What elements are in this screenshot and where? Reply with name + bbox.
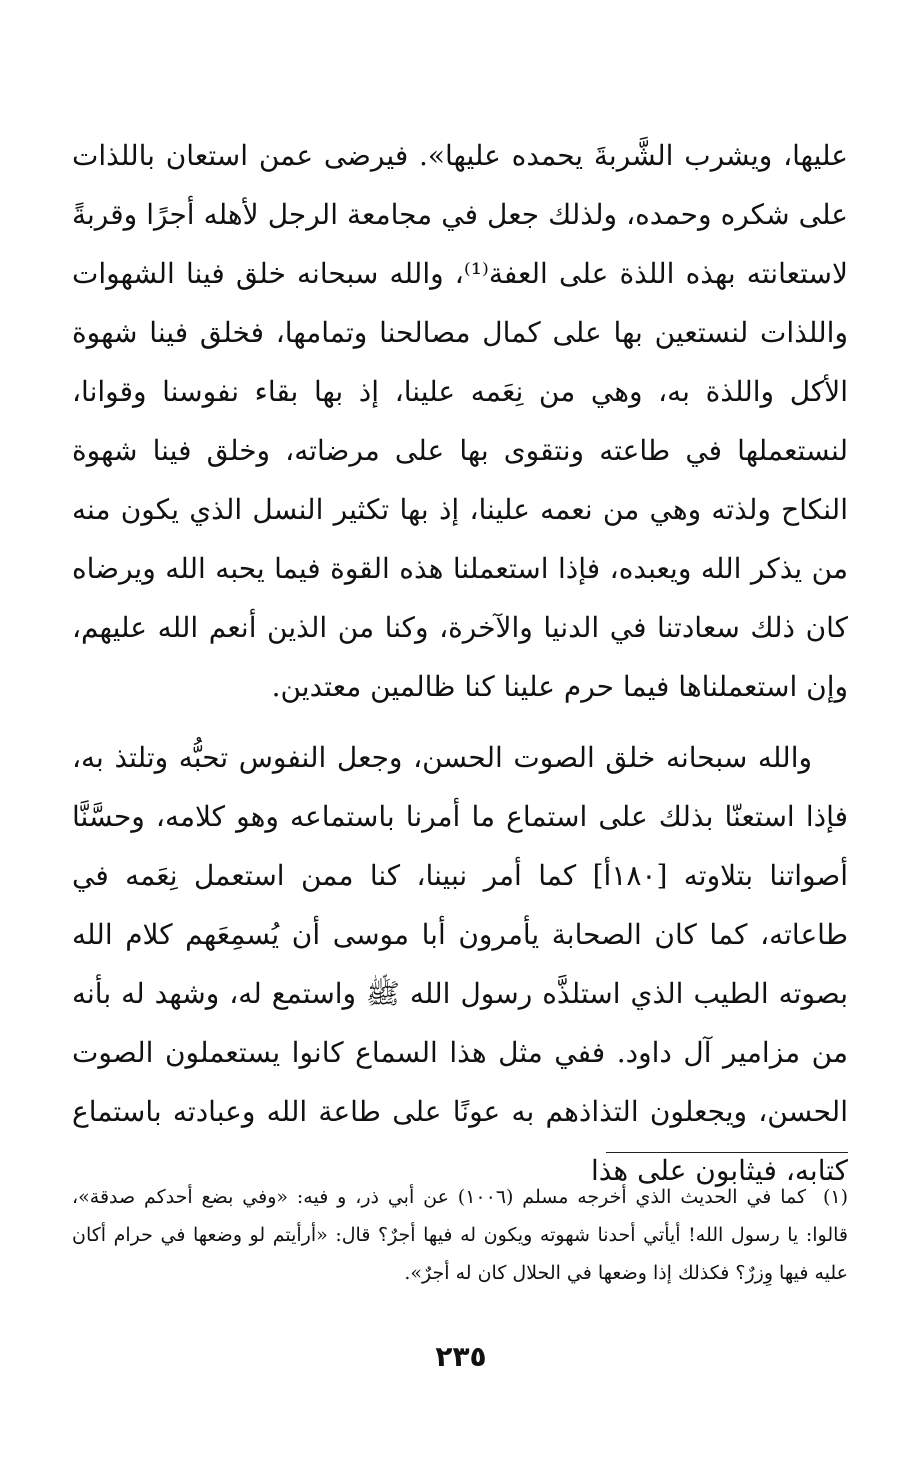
main-text-body xyxy=(72,126,848,1200)
footnote xyxy=(72,1178,848,1292)
page-number: ٢٣٥ xyxy=(435,1340,487,1373)
footnote-separator xyxy=(606,1152,848,1153)
body-paragraph-2: والله سبحانه خلق الصوت الحسن، وجعل النفوس تحبُّه وتلتذ به، فإذا استعنّا بذلك على استماع ما أمرنا باستماعه وهو كلامه، وحسَّنَّا أصواتنا بتلاوته [١٨٠أ] كما أمر نبينا، كنا ممن استعمل نِعَمه في طاعاته، كما كان الصحابة يأمرون أبا موسى أن يُسمِعَهم كلام الله بصوته الطيب الذي استلذَّه رسول الله ﷺ واستمع له، وشهد له بأنه من مزامير آل داود. ففي مثل هذا السماع كانوا يستعملون الصوت الحسن، ويجعلون التذاذهم به عونًا على طاعة الله وعبادته باستماع كتابه، فيثابون على هذا xyxy=(72,741,848,1187)
footnote-text: كما في الحديث الذي أخرجه مسلم (١٠٠٦) عن أبي ذر، و فيه: «وفي بضع أحدكم صدقة»، قالوا: يا رسول الله! أيأتي أحدنا شهوته ويكون له فيها أجرٌ؟ قال: «أرأيتم لو وضعها في حرام أكان عليه فيها وِزرٌ؟ فكذلك إذا وضعها في الحلال كان له أجرٌ». xyxy=(72,1186,848,1284)
footnote-number: (١) xyxy=(822,1186,848,1208)
body-paragraph-1: عليها، ويشرب الشَّربةَ يحمده عليها». فيرضى عمن استعان باللذات على شكره وحمده، ولذلك جعل في مجامعة الرجل لأهله أجرًا وقربةً لاستعانته بهذه اللذة على العفة⁽¹⁾، والله سبحانه خلق فينا الشهوات واللذات لنستعين بها على كمال مصالحنا وتمامها، فخلق فينا شهوة الأكل واللذة به، وهي من نِعَمه علينا، إذ بها بقاء نفوسنا وقوانا، لنستعملها في طاعته ونتقوى بها على مرضاته، وخلق فينا شهوة النكاح ولذته وهي من نعمه علينا، إذ بها تكثير النسل الذي يكون منه من يذكر الله ويعبده، فإذا استعملنا هذه القوة فيما يحبه الله ويرضاه كان ذلك سعادتنا في الدنيا والآخرة، وكنا من الذين أنعم الله عليهم، وإن استعملناها فيما حرم علينا كنا ظالمين معتدين. xyxy=(72,139,848,703)
